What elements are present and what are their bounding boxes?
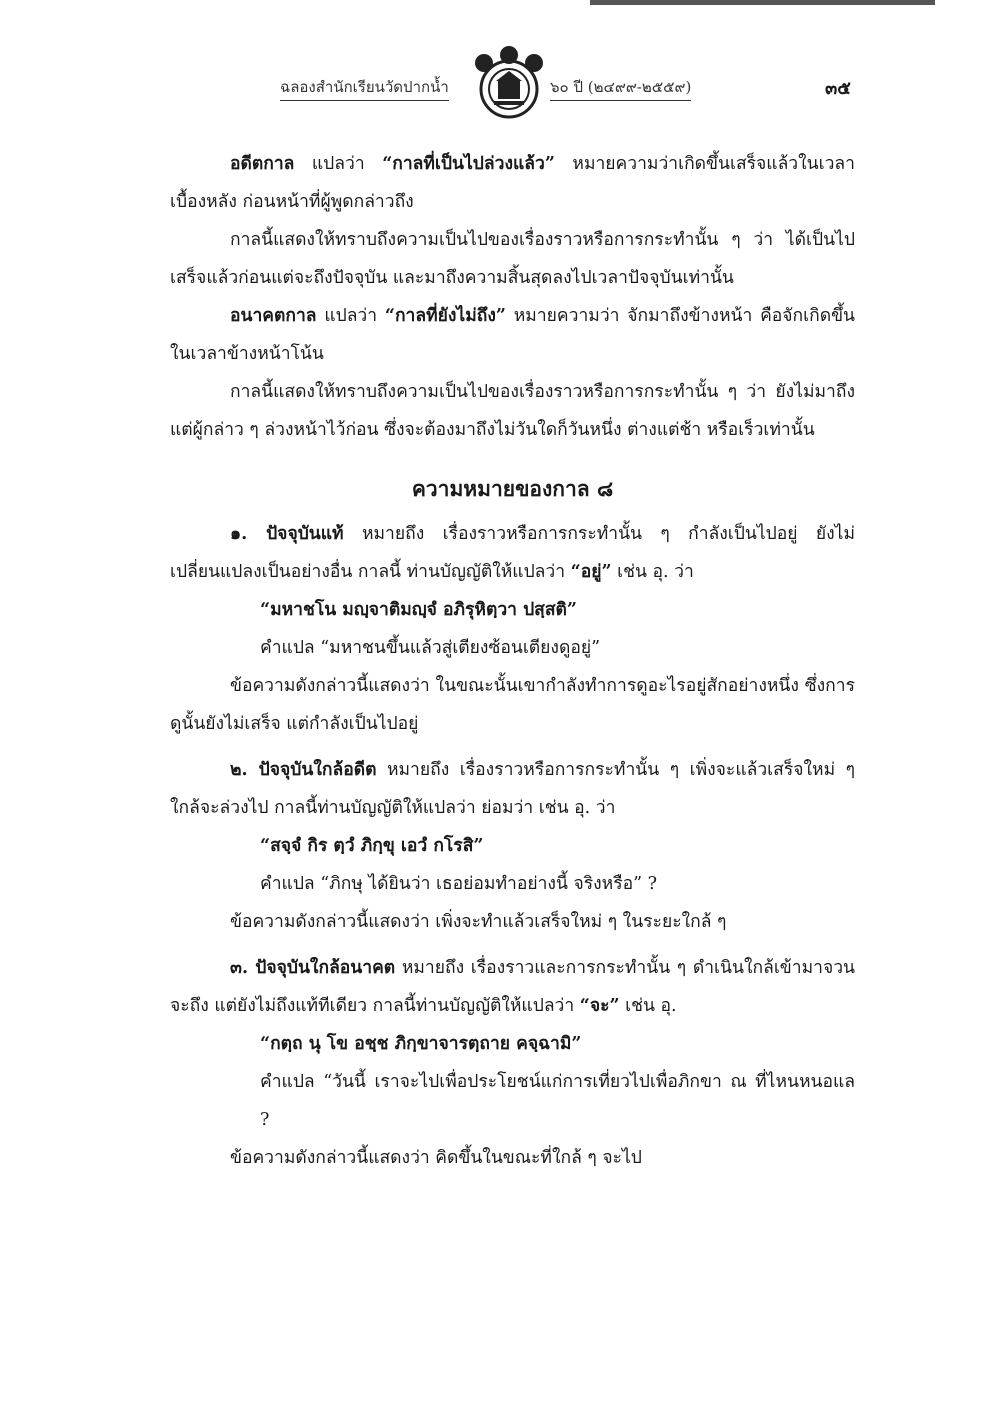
item-2-explain: ข้อความดังกล่าวนี้แสดงว่า เพิ่งจะทำแล้วเสร็จใหม่ ๆ ในระยะใกล้ ๆ [230, 912, 727, 932]
term-past: อดีตกาล [230, 154, 295, 174]
text: แปลว่า [316, 306, 385, 326]
item-1 [170, 515, 855, 591]
quote: “กาลที่ยังไม่ถึง” [384, 306, 506, 326]
paragraph-past-explain: กาลนี้แสดงให้ทราบถึงความเป็นไปของเรื่องราวหรือการกระทำนั้น ๆ ว่า ได้เป็นไปเสร็จแล้วก่อนแต่จะถึงปัจจุบัน และมาถึงความสิ้นสุดลงไปเวลาปัจจุบันเท่านั้น [170, 230, 855, 288]
page-header [280, 45, 860, 125]
item-3-example: “กตฺถ นุ โข อชฺช ภิกฺขาจารตฺถาย คจฺฉามิ” [260, 1034, 582, 1054]
item-term: ๒. ปัจจุบันใกล้อดีต [230, 760, 377, 780]
paragraph-future-explain: กาลนี้แสดงให้ทราบถึงความเป็นไปของเรื่องราวหรือการกระทำนั้น ๆ ว่า ยังไม่มาถึง แต่ผู้กล่าว ๆ ล่วงหน้าไว้ก่อน ซึ่งจะต้องมาถึงไม่วันใดก็วันหนึ่ง ต่างแต่ช้า หรือเร็วเท่านั้น [170, 382, 855, 440]
quote: “จะ” [579, 996, 620, 1016]
quote: “อยู่” [570, 562, 612, 582]
item-2 [170, 751, 855, 827]
page-number: ๓๕ [825, 78, 851, 99]
text: หมายถึง เรื่องราวและการกระทำนั้น ๆ ดำเนินใกล้เข้ามาจวนจะถึง แต่ยังไม่ถึงแท้ทีเดียว กาลนี้ท่านบัญญัติให้แปลว่า [170, 958, 856, 1016]
header-left-text: ฉลองสำนักเรียนวัดปากน้ำ [280, 75, 449, 101]
term-future: อนาคตกาล [230, 306, 317, 326]
item-3-translation: คำแปล “วันนี้ เราจะไปเพื่อประโยชน์แก่การเที่ยวไปเพื่อภิกขา ณ ที่ไหนหนอแล ? [260, 1072, 855, 1130]
text: เช่น อุ. ว่า [611, 562, 694, 582]
text: หมายความว่า จักมาถึงข้างหน้า คือจักเกิดขึ้นในเวลาข้างหน้าโน้น [170, 306, 856, 364]
section-title: ความหมายของกาล ๘ [411, 476, 614, 501]
text: หมายถึง เรื่องราวหรือการกระทำนั้น ๆ เพิ่งจะแล้วเสร็จใหม่ ๆ ใกล้จะล่วงไป กาลนี้ท่านบัญญัติให้แปลว่า ย่อมว่า เช่น อุ. ว่า [170, 760, 856, 818]
item-2-example: “สจฺจํ กิร ตฺวํ ภิกฺขุ เอวํ กโรสิ” [260, 836, 484, 856]
paragraph-future-tense [170, 297, 855, 373]
text: หมายความว่าเกิดขึ้นเสร็จแล้วในเวลาเบื้องหลัง ก่อนหน้าที่ผู้พูดกล่าวถึง [170, 154, 855, 212]
item-term: ๑. ปัจจุบันแท้ [230, 524, 344, 544]
item-term: ๓. ปัจจุบันใกล้อนาคต [230, 958, 396, 978]
header-anniversary-text: ๖๐ ปี (๒๔๙๙-๒๕๕๙) [550, 75, 691, 101]
item-1-example: “มหาชโน มญฺจาติมญฺจํ อภิรุหิตฺวา ปสฺสติ” [260, 600, 577, 620]
text: เช่น อุ. [619, 996, 677, 1016]
item-1-translation: คำแปล “มหาชนขึ้นแล้วสู่เตียงซ้อนเตียงดูอยู่” [260, 638, 601, 658]
emblem-seal-icon [470, 45, 548, 125]
text: แปลว่า [294, 154, 383, 174]
paragraph-past-tense [170, 145, 855, 221]
item-3 [170, 949, 855, 1025]
item-2-translation: คำแปล “ภิกษุ ได้ยินว่า เธอย่อมทำอย่างนี้ จริงหรือ” ? [260, 874, 658, 894]
quote: “กาลที่เป็นไปล่วงแล้ว” [382, 154, 555, 174]
scan-top-edge [590, 0, 935, 5]
text: หมายถึง เรื่องราวหรือการกระทำนั้น ๆ กำลังเป็นไปอยู่ ยังไม่เปลี่ยนแปลงเป็นอย่างอื่น กาลนี้ ท่านบัญญัติให้แปลว่า [170, 524, 856, 582]
item-1-explain: ข้อความดังกล่าวนี้แสดงว่า ในขณะนั้นเขากำลังทำการดูอะไรอยู่สักอย่างหนึ่ง ซึ่งการดูนั้นยังไม่เสร็จ แต่กำลังเป็นไปอยู่ [170, 676, 855, 734]
item-3-explain: ข้อความดังกล่าวนี้แสดงว่า คิดขึ้นในขณะที่ใกล้ ๆ จะไป [230, 1148, 642, 1168]
page-body [170, 145, 855, 1177]
